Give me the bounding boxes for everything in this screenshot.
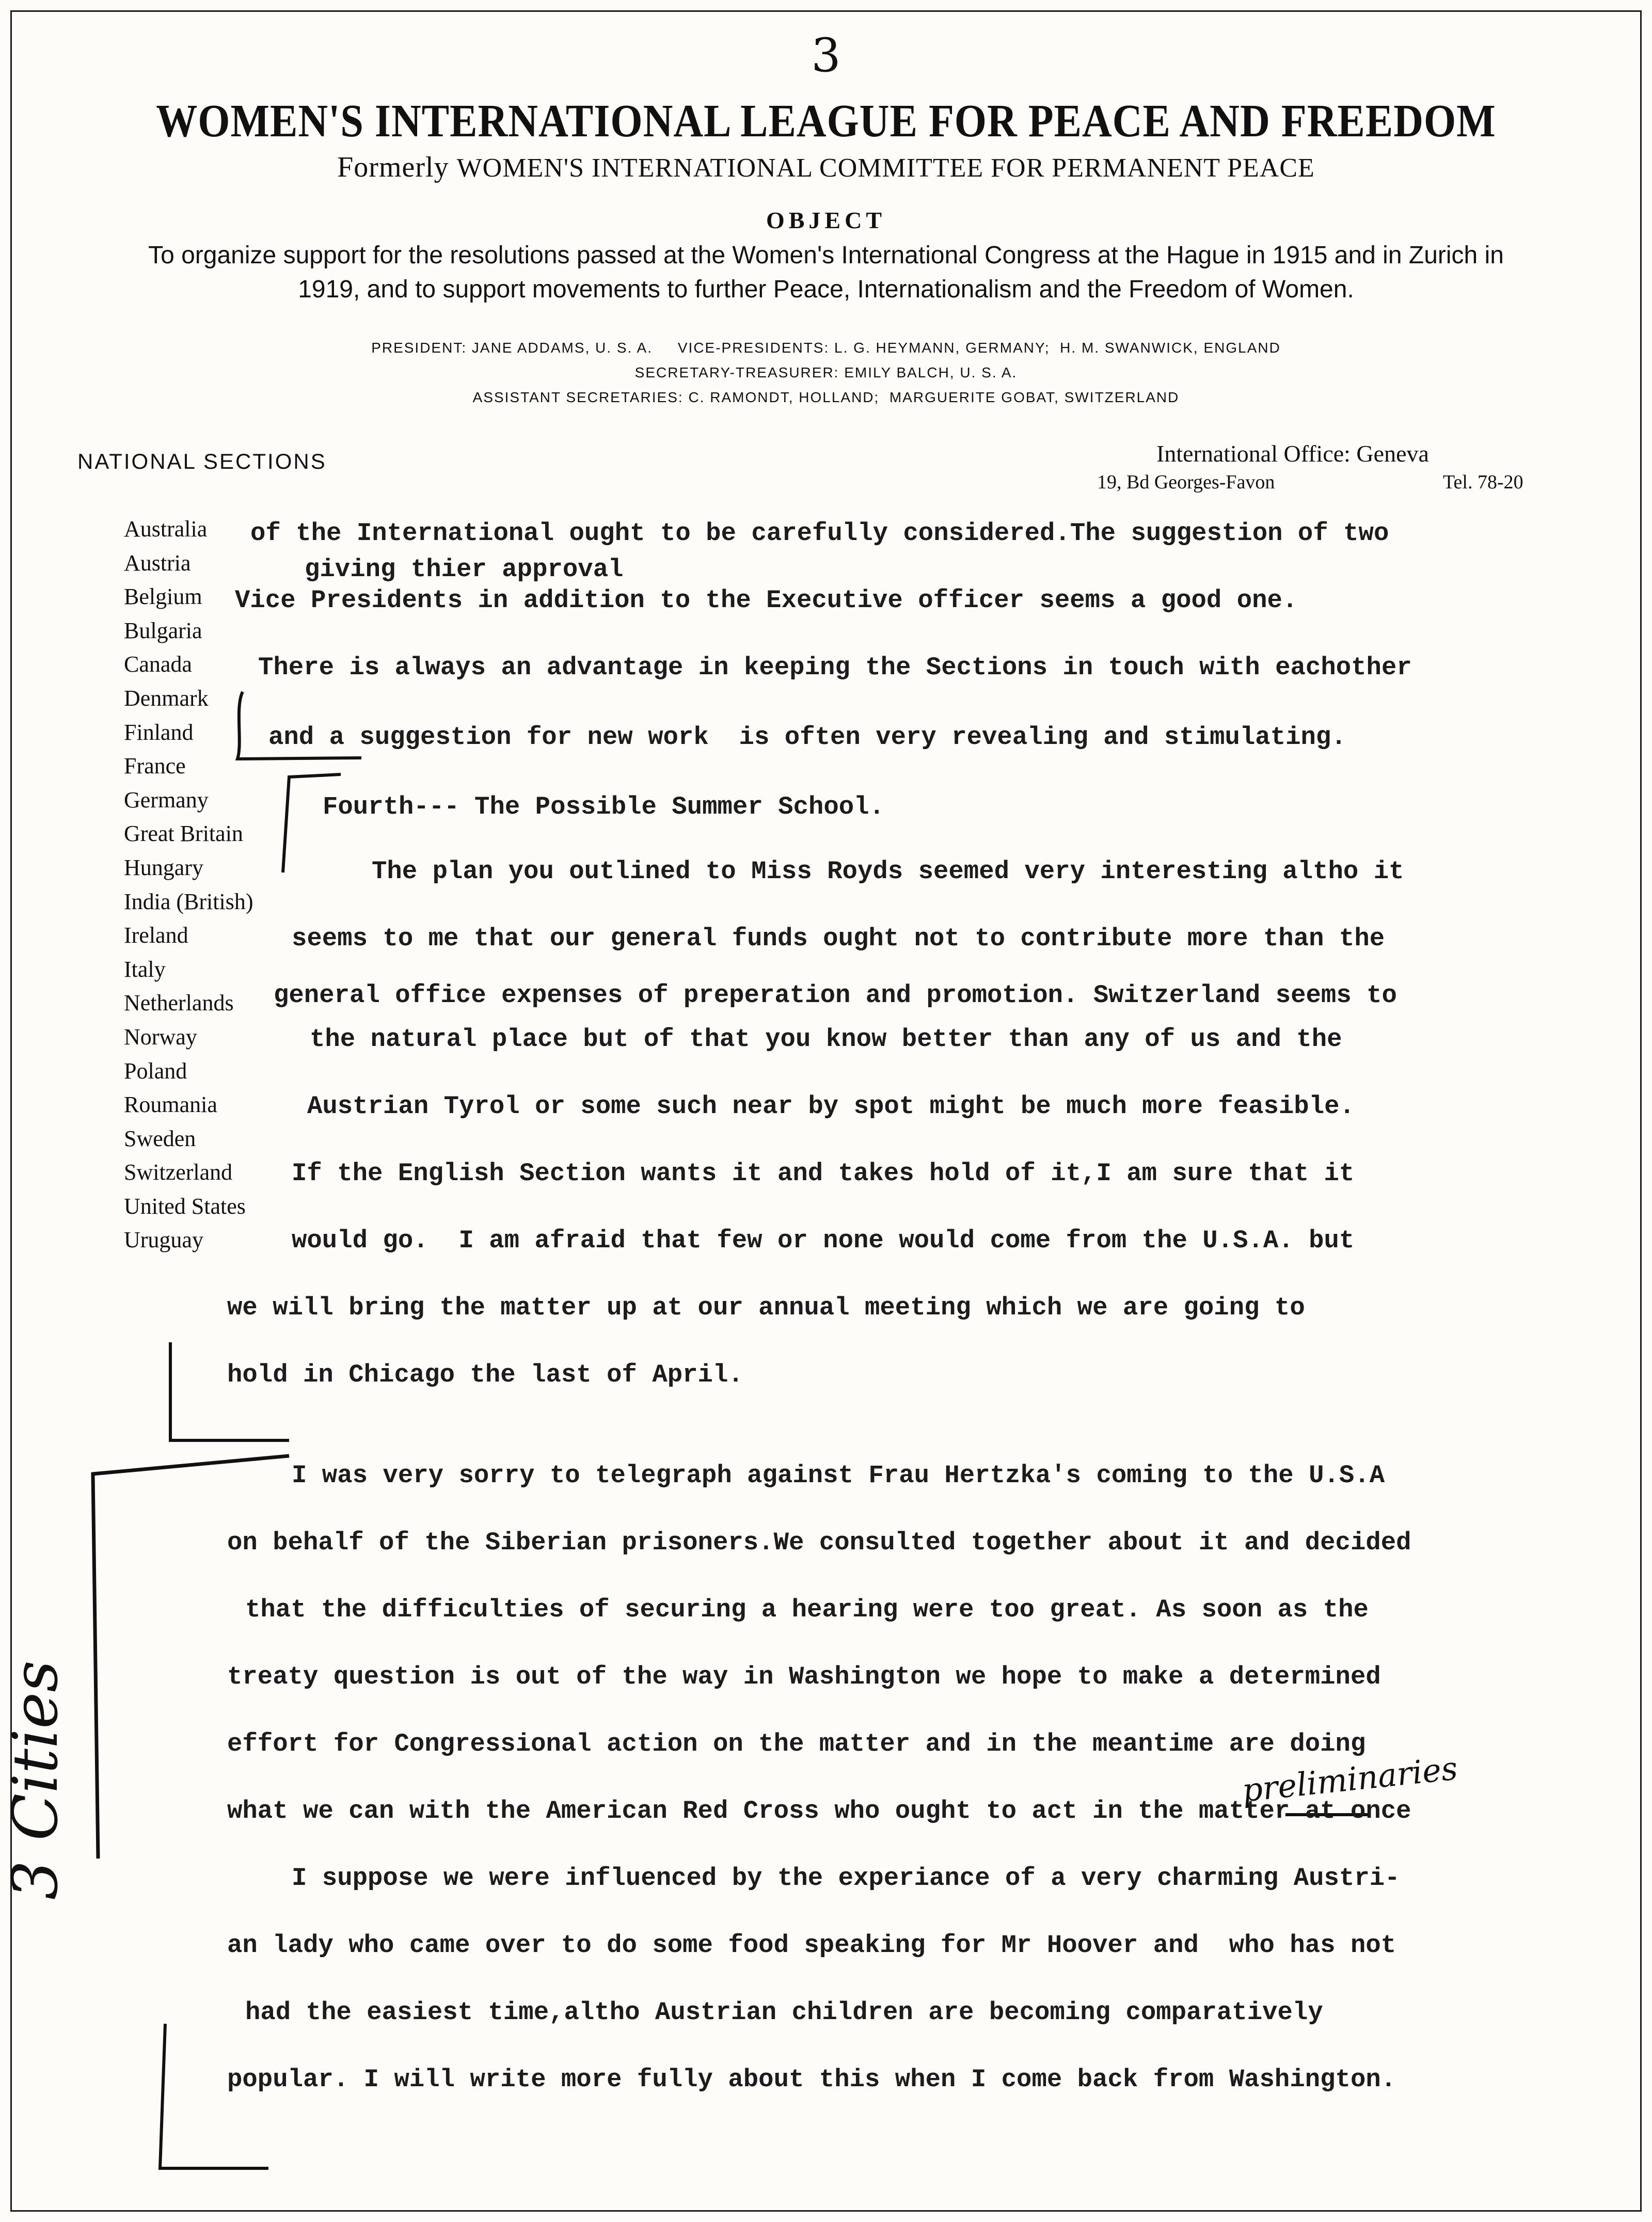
country-item: Great Britain <box>124 821 243 847</box>
officers-line-2: SECRETARY-TREASURER: EMILY BALCH, U. S. A. <box>634 364 1018 380</box>
letter-line: I was very sorry to telegraph against Frau Hertzka's coming to the U.S.A <box>292 1461 1385 1490</box>
letter-line: hold in Chicago the last of April. <box>227 1360 743 1389</box>
country-item: Canada <box>124 652 192 677</box>
bracket-mark-2 <box>283 774 341 872</box>
country-item: Finland <box>124 719 194 745</box>
object-text: To organize support for the resolutions passed at the Women's International Congress at the Hague in 1915 and in Zurich in 1919, and to support movements to further Peace, Internationalism and the Freedom of Women. <box>148 242 1504 303</box>
country-item: Germany <box>124 787 209 813</box>
country-item: Italy <box>124 956 166 982</box>
country-item: Sweden <box>124 1125 196 1151</box>
country-item: Norway <box>124 1024 197 1050</box>
letter-line: general office expenses of preperation and promotion. Switzerland seems to <box>274 981 1397 1010</box>
country-item: Belgium <box>124 584 202 610</box>
country-item: Bulgaria <box>124 617 202 643</box>
country-item: Denmark <box>124 685 209 711</box>
object-heading: OBJECT <box>766 207 886 233</box>
letter-line: The plan you outlined to Miss Royds seemed very interesting altho it <box>372 857 1404 886</box>
letter-line: on behalf of the Siberian prisoners.We consulted together about it and decided <box>227 1528 1411 1557</box>
letter-line: and a suggestion for new work is often very revealing and stimulating. <box>268 723 1346 752</box>
office-tel: Tel. 78-20 <box>1443 471 1523 493</box>
handwritten-insertion: preliminaries <box>1240 1749 1459 1810</box>
letter-line: would go. I am afraid that few or none would come from the U.S.A. but <box>292 1226 1355 1255</box>
letter-line: seems to me that our general funds ought not to contribute more than the <box>292 924 1385 953</box>
country-item: Roumania <box>124 1092 217 1118</box>
letter-line: what we can with the American Red Cross who ought to act in the matter at once <box>227 1797 1411 1826</box>
country-item: Ireland <box>124 923 188 948</box>
handwritten-margin-note: 3 Cities <box>0 1660 72 1900</box>
letter-line: Austrian Tyrol or some such near by spot might be much more feasible. <box>307 1092 1355 1121</box>
letter-line: Vice Presidents in addition to the Executive officer seems a good one. <box>235 586 1298 615</box>
letter-line: If the English Section wants it and takes hold of it,I am sure that it <box>292 1159 1355 1188</box>
letterhead-formerly <box>0 151 1652 184</box>
officers-block <box>0 336 1652 410</box>
country-item: Netherlands <box>124 990 234 1016</box>
page-number: 3 <box>811 28 841 83</box>
country-item: Switzerland <box>124 1160 233 1185</box>
letter-line: effort for Congressional action on the matter and in the meantime are doing <box>227 1729 1366 1758</box>
office-label: International Office: Geneva <box>1156 440 1429 467</box>
country-item: Poland <box>124 1058 187 1084</box>
country-item: France <box>124 753 186 779</box>
formerly-prefix: Formerly <box>337 151 449 183</box>
national-sections-heading: NATIONAL SECTIONS <box>77 449 327 473</box>
letter-line: an lady who came over to do some food speaking for Mr Hoover and who has not <box>227 1931 1396 1960</box>
letter-line-interlinear: giving thier approval <box>305 555 624 584</box>
letter-line: treaty question is out of the way in Washington we hope to make a determined <box>227 1662 1381 1691</box>
letter-line: of the International ought to be carefully considered.The suggestion of two <box>250 519 1389 548</box>
country-item: Austria <box>124 550 191 576</box>
country-item: India (British) <box>124 888 253 914</box>
letter-line-heading: Fourth--- The Possible Summer School. <box>323 792 884 821</box>
country-item: United States <box>124 1193 246 1219</box>
country-item: Hungary <box>124 854 203 880</box>
office-address: 19, Bd Georges-Favon <box>1097 471 1275 493</box>
officers-line-3: ASSISTANT SECRETARIES: C. RAMONDT, HOLLAND; MARGUERITE GOBAT, SWITZERLAND <box>472 389 1180 405</box>
country-item: Uruguay <box>124 1227 203 1253</box>
bracket-mark-5 <box>160 2024 268 2168</box>
letter-line: I suppose we were influenced by the experiance of a very charming Austri- <box>292 1864 1400 1893</box>
letter-line: There is always an advantage in keeping the Sections in touch with eachother <box>258 653 1412 682</box>
formerly-name: WOMEN'S INTERNATIONAL COMMITTEE FOR PERMANENT PEACE <box>456 153 1315 183</box>
letter-line: had the easiest time,altho Austrian children are becoming comparatively <box>245 1998 1323 2027</box>
letterhead-title: WOMEN'S INTERNATIONAL LEAGUE FOR PEACE AND FREEDOM <box>156 96 1496 147</box>
letter-line: popular. I will write more fully about this when I come back from Washington. <box>227 2065 1396 2094</box>
national-sections-list <box>124 512 253 1257</box>
letter-line: the natural place but of that you know better than any of us and the <box>310 1025 1342 1054</box>
bracket-mark-3 <box>170 1342 289 1440</box>
country-item: Australia <box>124 516 208 542</box>
letter-line: we will bring the matter up at our annual meeting which we are going to <box>227 1293 1305 1322</box>
letter-line: that the difficulties of securing a hearing were too great. As soon as the <box>245 1595 1369 1624</box>
officers-line-1: PRESIDENT: JANE ADDAMS, U. S. A. VICE-PRESIDENTS: L. G. HEYMANN, GERMANY; H. M. SWANWICK, ENGLAND <box>371 340 1281 356</box>
